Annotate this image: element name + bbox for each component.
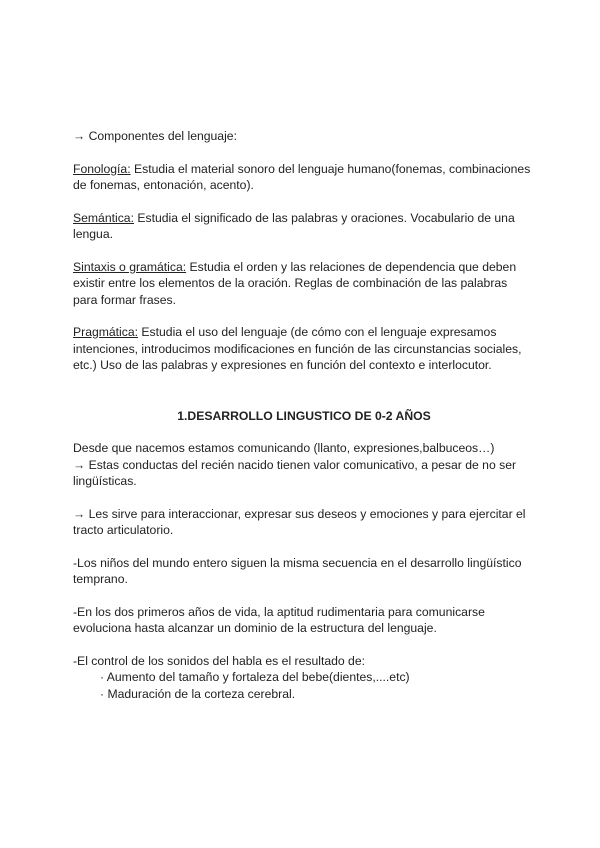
term-fonologia: Fonología:	[73, 161, 131, 176]
definition-sintaxis: Estudia el orden y las relaciones de dependencia que deben existir entre los elementos de la oración. Reglas de combinación de las palabras para formar frases.	[73, 259, 517, 307]
paragraph-communication-line1: Desde que nacemos estamos comunicando (llanto, expresiones,balbuceos…)	[73, 441, 495, 455]
definition-fonologia: Estudia el material sonoro del lenguaje humano(fonemas, combinaciones de fonemas, entonación, acento).	[73, 161, 531, 192]
term-semantica: Semántica:	[73, 210, 134, 225]
bullet-item: · Aumento del tamaño y fortaleza del bebe(dientes,....etc)	[100, 670, 410, 684]
component-semantica	[73, 210, 533, 243]
term-pragmatica: Pragmática:	[73, 325, 139, 339]
term-sintaxis: Sintaxis o gramática:	[73, 259, 187, 274]
section-heading: 1.DESARROLLO LINGUSTICO DE 0-2 AÑOS	[177, 408, 431, 423]
definition-semantica: Estudia el significado de las palabras y oraciones. Vocabulario de una lengua.	[73, 210, 515, 241]
component-sintaxis	[73, 259, 533, 309]
bullet-item: · Maduración de la corteza cerebral.	[100, 686, 296, 701]
paragraph-sound-control: -El control de los sonidos del habla es el resultado de:	[73, 653, 366, 668]
paragraph-first-years: -En los dos primeros años de vida, la aptitud rudimentaria para comunicarse evoluciona hasta alcanzar un dominio de la estructura del lenguaje.	[73, 604, 485, 635]
paragraph-communication-line2: → Estas conductas del recién nacido tienen valor comunicativo, a pesar de no ser lingüísticas.	[73, 457, 517, 488]
paragraph-sequence: -Los niños del mundo entero siguen la misma secuencia en el desarrollo lingüístico temprano.	[73, 555, 522, 586]
components-title: → Componentes del lenguaje:	[73, 129, 237, 143]
paragraph-interaction: → Les sirve para interaccionar, expresar sus deseos y emociones y para ejercitar el tracto articulatorio.	[73, 506, 526, 537]
definition-pragmatica: Estudia el uso del lenguaje (de cómo con el lenguaje expresamos intenciones, introducimos modificaciones en función de las circunstancias sociales, etc.) Uso de las palabras y expresiones en función del contexto e interlocutor.	[73, 325, 522, 372]
component-pragmatica	[73, 324, 533, 374]
component-fonologia	[73, 161, 533, 194]
document-page	[73, 128, 533, 702]
